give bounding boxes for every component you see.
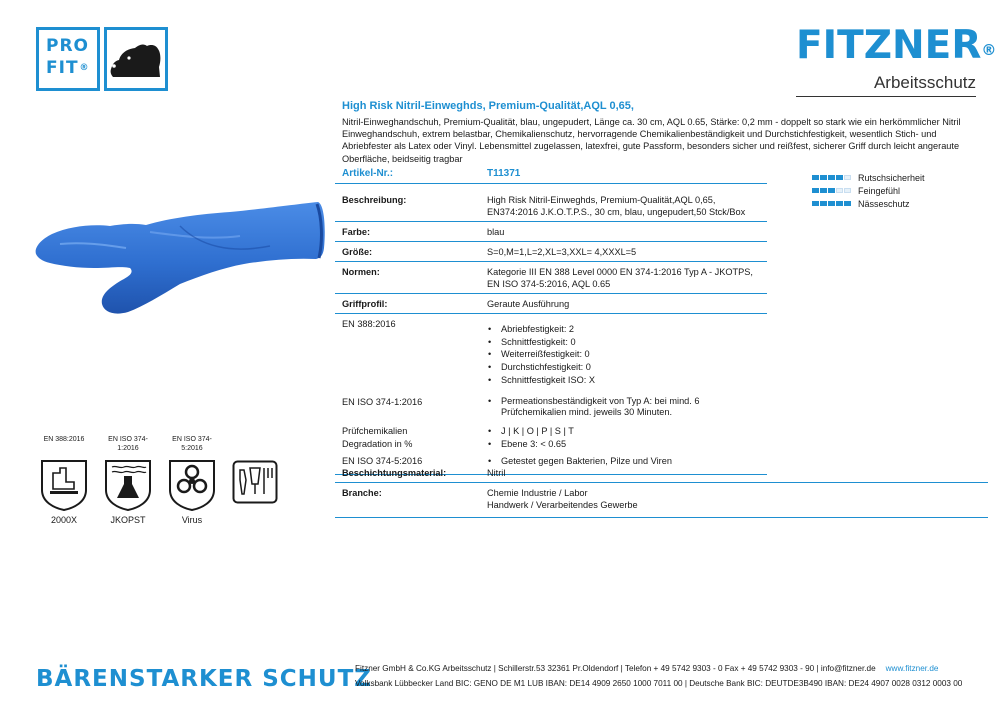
beschreibung-label: Beschreibung: xyxy=(342,195,407,205)
groesse-row xyxy=(335,242,767,262)
groesse-label: Größe: xyxy=(342,247,373,257)
rating-segment xyxy=(820,188,827,193)
farbe-value: blau xyxy=(487,227,505,237)
article-label: Artikel-Nr.: xyxy=(342,168,394,179)
groesse-value: S=0,M=1,L=2,XL=3,XXL= 4,XXXL=5 xyxy=(487,247,637,257)
rating-segment xyxy=(828,201,835,206)
beschichtung-value: Nitril xyxy=(487,468,506,478)
griffprofil-value: Geraute Ausführung xyxy=(487,299,570,309)
profit-line2: FIT xyxy=(46,58,79,78)
hammer-glove-shield-icon xyxy=(38,458,90,517)
spec-table xyxy=(335,168,767,475)
branche-row xyxy=(335,483,988,518)
rating-segment xyxy=(828,175,835,180)
en374-row xyxy=(335,390,767,422)
branche-line2: Handwerk / Verarbeitendes Gewerbe xyxy=(487,500,638,510)
en3745-label: EN ISO 374-5:2016 xyxy=(342,455,423,466)
footer-website-link[interactable]: www.fitzner.de xyxy=(885,664,939,673)
en374-value: • Permeationsbeständigkeit von Typ A: bei mind. 6 Prüfchemikalien mind. jeweils 30 Minuten. xyxy=(487,396,767,419)
en388-row xyxy=(335,314,767,390)
rating-segment xyxy=(820,175,827,180)
rating-segment xyxy=(820,201,827,206)
footer-contact xyxy=(355,664,938,673)
profit-logo xyxy=(36,27,168,91)
rating-bar xyxy=(812,201,851,206)
rating-segment xyxy=(812,201,819,206)
farbe-row xyxy=(335,222,767,242)
degradation-label: Degradation in % xyxy=(342,439,413,450)
beschreibung-row xyxy=(335,184,767,222)
en3745-value: • Getestet gegen Bakterien, Pilze und Viren xyxy=(487,455,767,468)
rating-segment xyxy=(836,201,843,206)
list-item: • Schnittfestigkeit ISO: X xyxy=(487,374,767,387)
normen-row xyxy=(335,262,767,294)
cert-code-en3745: Virus xyxy=(181,515,203,525)
flask-shield-icon xyxy=(102,458,154,517)
fitzner-logo xyxy=(796,23,997,97)
fitzner-brand: FITZNER xyxy=(796,23,982,68)
en374-label: EN ISO 374-1:2016 xyxy=(342,396,423,407)
farbe-label: Farbe: xyxy=(342,227,371,237)
food-safe-icon xyxy=(232,460,278,509)
degradation-value: • Ebene 3: < 0.65 xyxy=(487,438,767,451)
list-item: • Abriebfestigkeit: 2 xyxy=(487,323,767,336)
bear-head-icon xyxy=(109,39,163,79)
ratings-panel xyxy=(812,171,925,210)
griffprofil-row xyxy=(335,294,767,314)
pruefchem-row xyxy=(335,422,767,438)
footer-slogan: BÄRENSTARKER SCHUTZ xyxy=(36,666,372,692)
footer-bank: Volksbank Lübbecker Land BIC: GENO DE M1 LUB IBAN: DE14 4909 2650 1000 7011 00 | Deutsche Bank BIC: DEUTDE3B490 IBAN: DE24 4907 0028 0312 0003 00 xyxy=(355,679,963,688)
branche-label: Branche: xyxy=(342,488,382,498)
cert-code-en388: 2000X xyxy=(50,515,78,525)
normen-label: Normen: xyxy=(342,267,380,277)
beschreibung-value: High Risk Nitril-Einweghds, Premium-Qualität,AQL 0,65, EN374:2016 J.K.O.T.P.S., 30 cm, blau, ungepudert,50 Stck/Box xyxy=(487,195,746,217)
rating-segment xyxy=(812,188,819,193)
rating-segment xyxy=(844,201,851,206)
griffprofil-label: Griffprofil: xyxy=(342,299,388,309)
profit-line1: PRO xyxy=(46,36,90,56)
rating-segment xyxy=(828,188,835,193)
product-title: High Risk Nitril-Einweghds, Premium-Qualität,AQL 0,65, xyxy=(342,100,634,112)
glove-image xyxy=(30,196,330,326)
normen-value: Kategorie III EN 388 Level 0000 EN 374-1:2016 Typ A - JKOTPS, EN ISO 374-5:2016, AQL 0.65 xyxy=(487,267,753,289)
list-item: • Durchstichfestigkeit: 0 xyxy=(487,361,767,374)
article-row xyxy=(335,168,767,184)
en388-label: EN 388:2016 xyxy=(342,319,396,329)
fitzner-subtitle: Arbeitsschutz xyxy=(796,72,976,97)
branche-line1: Chemie Industrie / Labor xyxy=(487,488,588,498)
article-value: T11371 xyxy=(487,168,521,179)
cert-code-en374: JKOPST xyxy=(110,515,146,525)
pruefchem-value: • J | K | O | P | S | T xyxy=(487,425,767,438)
degradation-row xyxy=(335,437,767,454)
rating-segment xyxy=(844,175,851,180)
product-description: Nitril-Einweghandschuh, Premium-Qualität, blau, ungepudert, Länge ca. 30 cm, AQL 0.65, Stärke: 0,2 mm - doppelt so stark wie ein herkömmlicher Nitril Einweghandschuh, extrem belastbar, Chemikalienschutz, hervorragende Chemikalienbeständigkeit und Durchstichfestigkeit, wesentlich Stich- und Abriebfester als Latex oder Vinyl. Lebensmittel zugelassen, latexfrei, gute Passform, besonders sicher und reißfest, sicherer Griff durch leicht angeraute Oberfläche, beidseitig tragbar xyxy=(342,117,961,164)
rating-bar xyxy=(812,188,851,193)
rating-segment xyxy=(812,175,819,180)
rating-row xyxy=(812,184,925,197)
rating-label: Feingefühl xyxy=(858,185,901,196)
list-item: • Schnittfestigkeit: 0 xyxy=(487,336,767,349)
list-item: • Weiterreißfestigkeit: 0 xyxy=(487,348,767,361)
rating-row xyxy=(812,197,925,210)
rating-row xyxy=(812,171,925,184)
fitzner-reg: ® xyxy=(981,41,997,59)
footer-address: Fitzner GmbH & Co.KG Arbeitsschutz | Schillerstr.53 32361 Pr.Oldendorf | Telefon + 49 5742 9303 - 0 Fax + 49 5742 9303 - 90 | info@fitzner.de xyxy=(355,664,876,673)
rating-label: Nässeschutz xyxy=(858,198,910,209)
cert-label-en3745: EN ISO 374- 5:2016 xyxy=(172,436,212,452)
bear-box xyxy=(104,27,168,91)
rating-segment xyxy=(844,188,851,193)
profit-text-box xyxy=(36,27,100,91)
beschichtung-row xyxy=(335,463,988,483)
en388-list xyxy=(487,323,767,387)
biohazard-shield-icon xyxy=(166,458,218,517)
beschichtung-label: Beschichtungsmaterial: xyxy=(342,468,447,478)
rating-segment xyxy=(836,188,843,193)
rating-label: Rutschsicherheit xyxy=(858,172,925,183)
rating-bar xyxy=(812,175,851,180)
profit-reg: ® xyxy=(79,63,90,73)
rating-segment xyxy=(836,175,843,180)
pruefchem-label: Prüfchemikalien xyxy=(342,425,408,436)
cert-label-en388: EN 388:2016 xyxy=(43,436,85,443)
cert-label-en374: EN ISO 374- 1:2016 xyxy=(108,436,148,452)
